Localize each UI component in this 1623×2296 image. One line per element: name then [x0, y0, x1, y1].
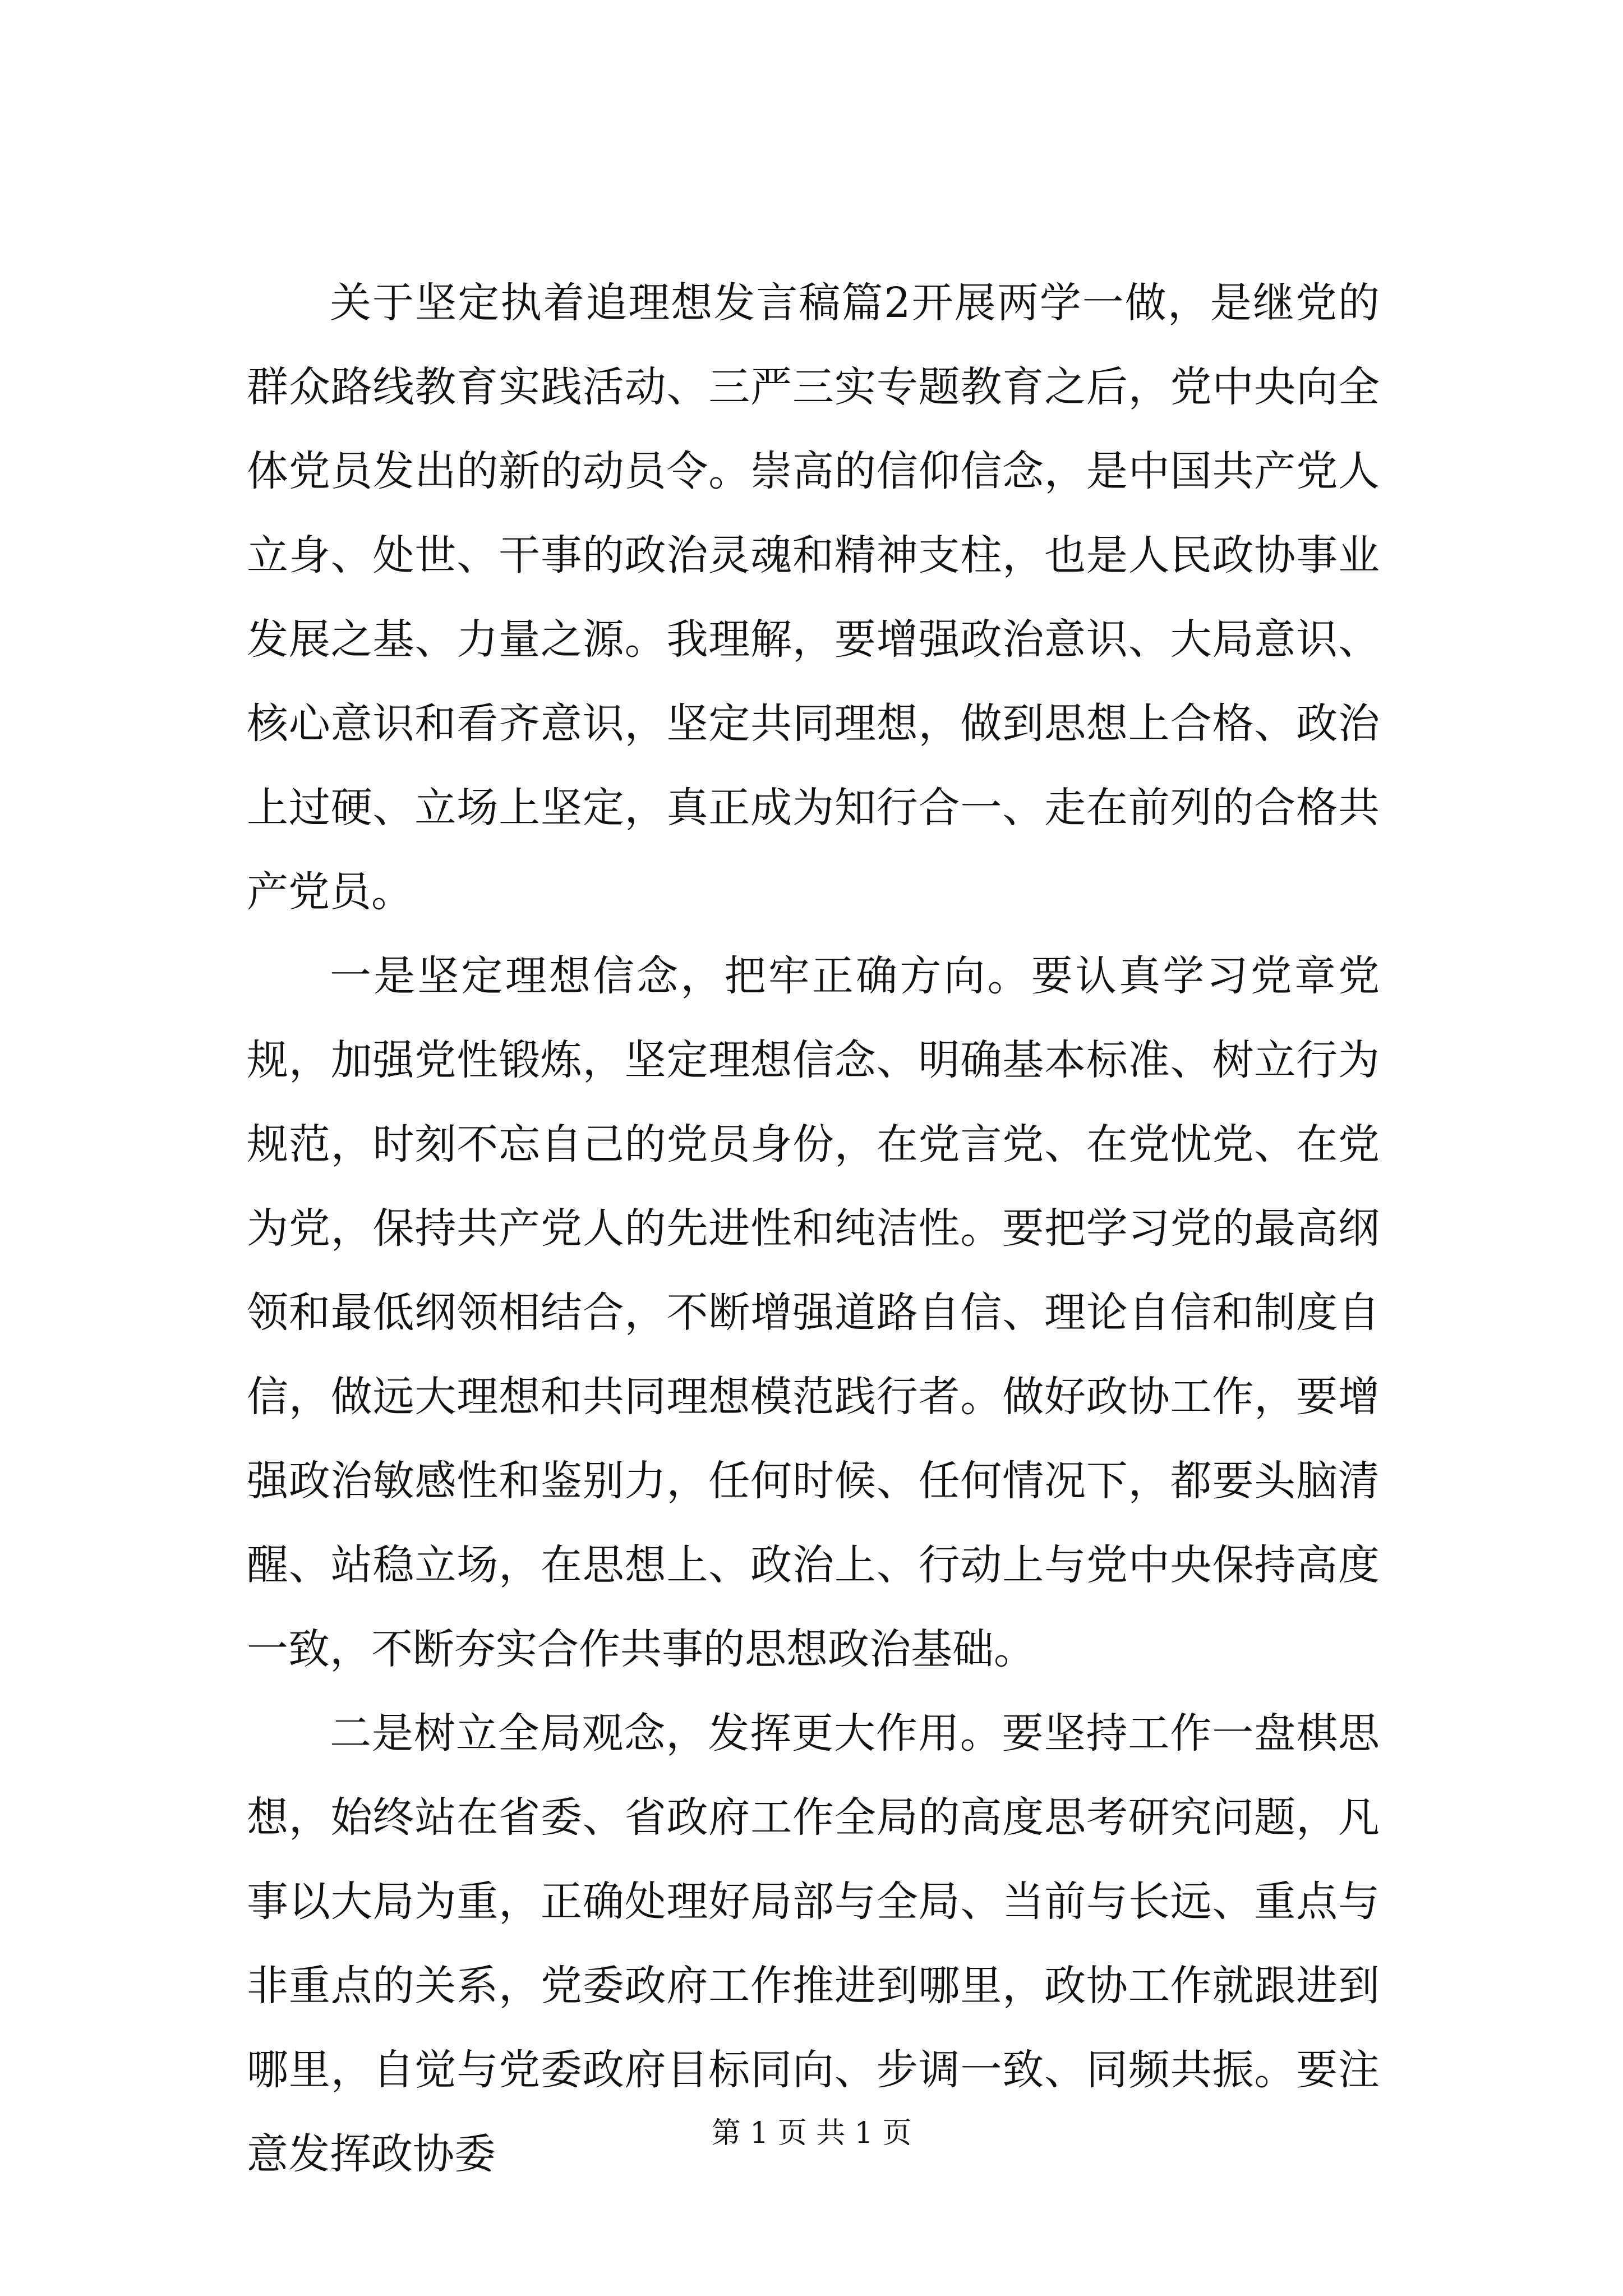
document-body	[247, 261, 1380, 2196]
paragraph-point-one: 一是坚定理想信念，把牢正确方向。要认真学习党章党规，加强党性锻炼，坚定理想信念、明确基本标准、树立行为规范，时刻不忘自己的党员身份，在党言党、在党忧党、在党为党，保持共产党人的先进性和纯洁性。要把学习党的最高纲领和最低纲领相结合，不断增强道路自信、理论自信和制度自信，做远大理想和共同理想模范践行者。做好政协工作，要增强政治敏感性和鉴别力，任何时候、任何情况下，都要头脑清醒、站稳立场，在思想上、政治上、行动上与党中央保持高度一致，不断夯实合作共事的思想政治基础。	[247, 952, 1380, 1673]
page-footer: 第 1 页 共 1 页	[711, 2116, 912, 2150]
paragraph-point-two: 二是树立全局观念，发挥更大作用。要坚持工作一盘棋思想，始终站在省委、省政府工作全局的高度思考研究问题，凡事以大局为重，正确处理好局部与全局、当前与长远、重点与非重点的关系，党委政府工作推进到哪里，政协工作就跟进到哪里，自觉与党委政府目标同向、步调一致、同频共振。要注意发挥政协委	[247, 1709, 1380, 2178]
paragraph-intro: 关于坚定执着追理想发言稿篇2开展两学一做，是继党的群众路线教育实践活动、三严三实专题教育之后，党中央向全体党员发出的新的动员令。崇高的信仰信念，是中国共产党人立身、处世、干事的政治灵魂和精神支柱，也是人民政协事业发展之基、力量之源。我理解，要增强政治意识、大局意识、核心意识和看齐意识，坚定共同理想，做到思想上合格、政治上过硬、立场上坚定，真正成为知行合一、走在前列的合格共产党员。	[247, 279, 1380, 916]
